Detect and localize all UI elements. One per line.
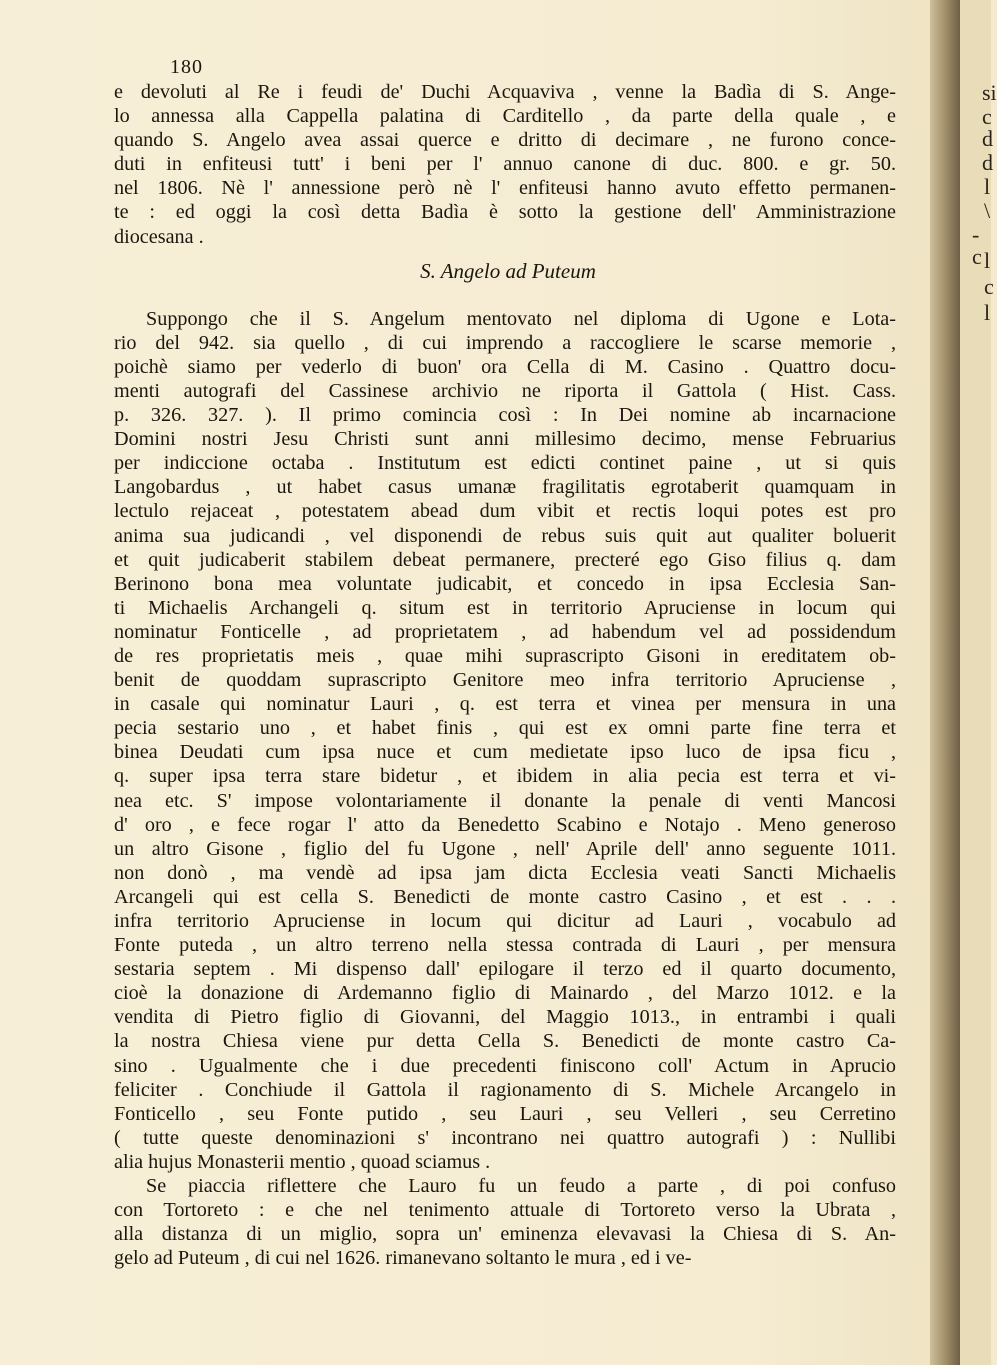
text-line: lectulo rejaceat , potestatem abead dum vibit et rectis loqui potes est pro bbox=[114, 500, 896, 523]
text-line: q. super ipsa terra stare bidetur , et ibidem in alia pecia est terra et vi- bbox=[114, 765, 896, 788]
text-line: gelo ad Puteum , di cui nel 1626. rimanevano soltanto le mura , ed i ve- bbox=[114, 1247, 692, 1270]
text-line: lo annessa alla Cappella palatina di Carditello , da parte della quale , e bbox=[114, 105, 896, 128]
paragraph-1 bbox=[114, 80, 896, 249]
text-line: vendita di Pietro figlio di Giovanni, del Maggio 1013., in entrambi i quali bbox=[114, 1006, 896, 1029]
text-line: sino . Ugualmente che i due precedenti finiscono coll' Actum in Aprucio bbox=[114, 1054, 896, 1077]
text-line: infra territorio Apruciense in locum qui dicitur ad Lauri , vocabulo ad bbox=[114, 910, 896, 932]
text-line: ti Michaelis Archangeli q. situm est in territorio Apruciense in locum qui bbox=[114, 596, 896, 619]
text-line: te : ed oggi la così detta Badìa è sotto la gestione dell' Amministrazione bbox=[114, 201, 896, 224]
text-line: feliciter . Conchiude il Gattola il ragionamento di S. Michele Arcangelo in bbox=[114, 1078, 896, 1101]
text-line: Arcangeli qui est cella S. Benedicti de monte castro Casino , et est . . . bbox=[114, 885, 896, 908]
edge-letter: l bbox=[984, 300, 991, 325]
page-number: 180 bbox=[170, 56, 203, 78]
text-line: poichè siamo per vederlo di buon' ora Cella di M. Casino . Quattro docu- bbox=[114, 355, 896, 378]
text-line: Langobardus , ut habet casus umanæ fragilitatis egrotaberit quamquam in bbox=[114, 476, 896, 499]
text-line: non donò , ma vendè ad ipsa jam dicta Ecclesia veati Sancti Michaelis bbox=[114, 861, 896, 884]
paragraph-3 bbox=[114, 1174, 896, 1270]
facing-page-edge bbox=[960, 0, 997, 1365]
text-line: p. 326. 327. ). Il primo comincia così : In Dei nomine ab incarnacione bbox=[114, 404, 896, 427]
text-line: alia hujus Monasterii mentio , quoad sciamus . bbox=[114, 1150, 491, 1173]
text-line: rio del 942. sia quello , di cui imprendo a raccogliere le scarse memorie , bbox=[114, 331, 896, 354]
edge-letter: l bbox=[984, 174, 991, 199]
text-line: un altro Gisone , figlio del fu Ugone , nell' Aprile dell' anno seguente 1011. bbox=[114, 837, 896, 860]
text-line: con Tortoreto : e che nel tenimento attuale di Tortoreto verso la Ubrata , bbox=[114, 1199, 896, 1222]
text-line: nominatur Fonticelle , ad proprietatem , ad habendum vel ad possidendum bbox=[114, 620, 896, 643]
edge-letter: d bbox=[982, 150, 993, 175]
text-line: ( tutte queste denominazioni s' incontrano nei quattro autografi ) : Nullibi bbox=[114, 1126, 896, 1149]
text-line: la nostra Chiesa viene pur detta Cella S. Benedicti de monte castro Ca- bbox=[114, 1030, 896, 1053]
text-line: Suppongo che il S. Angelum mentovato nel diploma di Ugone e Lota- bbox=[146, 307, 896, 330]
text-line: duti in enfiteusi tutt' i beni per l' annuo canone di duc. 800. e gr. 50. bbox=[114, 153, 896, 176]
text-line: nea etc. S' impose volontariamente il donante la penale di venti Mancosi bbox=[114, 789, 896, 812]
text-line: cioè la donazione di Ardemanno figlio di Mainardo , del Marzo 1012. e la bbox=[114, 982, 896, 1005]
text-line: e devoluti al Re i feudi de' Duchi Acquaviva , venne la Badìa di S. Ange- bbox=[114, 81, 896, 103]
text-line: de res proprietatis meis , quae mihi suprascripto Gisoni in ereditatem ob- bbox=[114, 644, 896, 667]
edge-letter: c bbox=[982, 104, 992, 129]
edge-letter: c bbox=[984, 274, 994, 299]
section-heading: S. Angelo ad Puteum bbox=[420, 258, 596, 283]
text-line: Domini nostri Jesu Christi sunt anni millesimo decimo, mense Februarius bbox=[114, 428, 896, 451]
text-line: menti autografi del Cassinese archivio ne riporta il Gattola ( Hist. Cass. bbox=[114, 379, 896, 402]
text-line: binea Deudati cum ipsa nuce et cum medietate ipso luco de ipsa ficu , bbox=[114, 741, 896, 764]
paragraph-2 bbox=[114, 307, 896, 1174]
text-line: benit de quoddam suprascripto Genitore meo infra territorio Apruciense , bbox=[114, 669, 896, 692]
text-line: et quit judicaberit stabilem debeat permanere, precteré ego Giso filius q. dam bbox=[114, 548, 896, 571]
text-line: per indiccione octaba . Institutum est edicti continet paine , ut si quis bbox=[114, 452, 896, 475]
book-gutter bbox=[930, 0, 960, 1365]
text-line: Berinono bona mea voluntate judicabit, et concedo in ipsa Ecclesia San- bbox=[114, 572, 896, 595]
text-line: Se piaccia riflettere che Lauro fu un feudo a parte , di poi confuso bbox=[146, 1175, 896, 1198]
text-line: d' oro , e fece rogar l' atto da Benedetto Scabino e Notajo . Meno generoso bbox=[114, 813, 896, 836]
text-line: diocesana . bbox=[114, 225, 204, 248]
page-text bbox=[114, 80, 896, 1270]
text-line: in casale qui nominatur Lauri , q. est terra et vinea per mensura in una bbox=[114, 693, 896, 716]
edge-letter: l bbox=[984, 248, 991, 273]
text-line: sestaria septem . Mi dispenso dall' epilogare il terzo ed il quarto documento, bbox=[114, 958, 896, 981]
text-line: anima sua judicandi , vel disponendi de rebus suis quit aut qualiter boluerit bbox=[114, 524, 896, 547]
text-line: nel 1806. Nè l' annessione però nè l' enfiteusi hanno avuto effetto permanen- bbox=[114, 177, 896, 200]
edge-letter: d bbox=[982, 126, 993, 151]
text-line: Fonticello , seu Fonte putido , seu Lauri , seu Velleri , seu Cerretino bbox=[114, 1102, 896, 1125]
text-line: quando S. Angelo avea assai querce e dritto di decimare , ne furono conce- bbox=[114, 129, 896, 152]
text-line: alla distanza di un miglio, sopra un' eminenza elevavasi la Chiesa di S. An- bbox=[114, 1223, 896, 1246]
text-line: pecia sestario uno , et habet finis , qui est ex omni parte fine terra et bbox=[114, 717, 896, 740]
edge-letter: \ bbox=[984, 198, 991, 223]
text-line: Fonte puteda , un altro terreno nella stessa contrada di Lauri , per mensura bbox=[114, 934, 896, 957]
edge-letter: si bbox=[982, 80, 997, 105]
edge-letter: - c bbox=[972, 222, 982, 269]
